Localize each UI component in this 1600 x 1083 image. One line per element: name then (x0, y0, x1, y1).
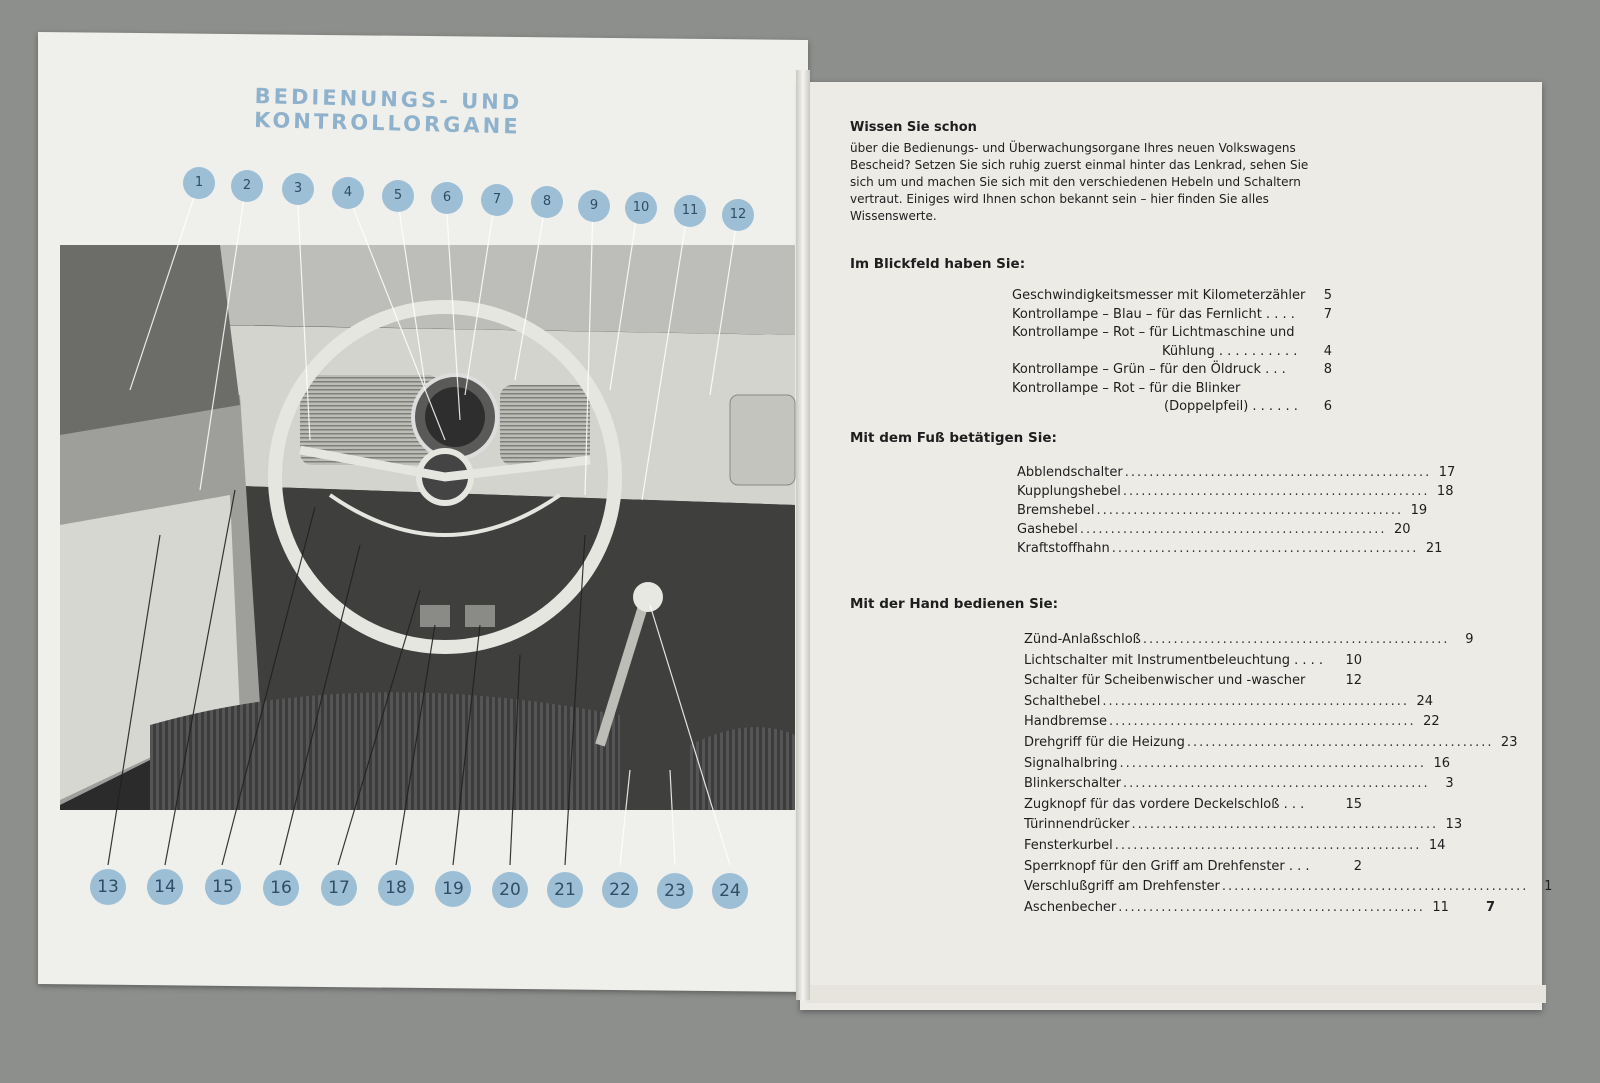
item-label: Drehgriff für die Heizung (1024, 734, 1185, 750)
callout-21: 21 (547, 872, 583, 908)
callout-23: 23 (657, 873, 693, 909)
intro-line: über die Bedienungs- und Überwachungsorgane Ihres neuen Volkswagens (850, 141, 1296, 155)
item-label: Aschenbecher (1024, 899, 1117, 915)
list-item (1024, 795, 1362, 816)
list-item (1024, 857, 1362, 878)
callout-1: 1 (183, 167, 215, 199)
list-item: Handbremse .................................................. 22 (1024, 712, 1362, 733)
item-label: Signalhalbring (1024, 755, 1118, 771)
item-number: 17 (1438, 465, 1456, 480)
item-label: Verschlußgriff am Drehfenster (1024, 879, 1220, 895)
item-number: 13 (1445, 817, 1463, 833)
list-item: Bremshebel .................................................. 19 (1017, 503, 1428, 518)
callout-9: 9 (578, 190, 610, 222)
list-item (1012, 398, 1332, 417)
item-number: 3 (1445, 776, 1454, 792)
list-item (1012, 306, 1332, 325)
item-label: Sperrknopf für den Griff am Drehfenster . . . (1024, 858, 1310, 874)
list-hand (1024, 630, 1553, 918)
section-heading-view: Im Blickfeld haben Sie: (850, 256, 1026, 272)
callout-10: 10 (625, 192, 657, 224)
list-item: Zünd-Anlaßschloß .................................................. 9 (1024, 630, 1362, 651)
book-spine (796, 70, 810, 1000)
item-label: Zünd-Anlaßschloß (1024, 632, 1141, 647)
item-number: 8 (1323, 362, 1332, 377)
callout-11: 11 (674, 195, 706, 227)
item-number: 6 (1323, 399, 1332, 414)
list-item (1012, 324, 1332, 343)
intro-line: sich um und machen Sie sich mit den verschiedenen Hebeln und Schaltern (850, 175, 1301, 189)
item-label: Kontrollampe – Rot – für Lichtmaschine und (1012, 325, 1295, 340)
list-item: Gashebel .................................................. 20 (1017, 522, 1411, 537)
callout-17: 17 (321, 870, 357, 906)
list-item (1012, 287, 1332, 306)
list-item: Kupplungshebel .................................................. 18 (1017, 484, 1454, 499)
item-number: 4 (1323, 343, 1332, 359)
intro-line: Wissenswerte. (850, 209, 937, 223)
page-number: 7 (1486, 900, 1496, 915)
list-item: Türinnendrücker .................................................. 13 (1024, 815, 1362, 836)
item-label: Lichtschalter mit Instrumentbeleuchtung . . . . (1024, 652, 1324, 668)
item-label: Abblendschalter (1017, 465, 1123, 480)
item-number (1310, 380, 1332, 399)
list-item (1012, 343, 1332, 362)
callout-7: 7 (481, 184, 513, 216)
callout-2: 2 (231, 170, 263, 202)
callout-12: 12 (722, 199, 754, 231)
intro-heading: Wissen Sie schon (850, 120, 977, 135)
callout-6: 6 (431, 182, 463, 214)
item-label: Zugknopf für das vordere Deckelschloß . . . (1024, 796, 1305, 812)
item-number: 20 (1394, 522, 1411, 537)
callout-3: 3 (282, 173, 314, 205)
item-number: 12 (1345, 673, 1362, 689)
item-label: Kontrollampe – Blau – für das Fernlicht . . . . (1012, 306, 1295, 322)
list-view (1012, 287, 1332, 417)
callout-19: 19 (435, 871, 471, 907)
list-item: Fensterkurbel .................................................. 14 (1024, 836, 1362, 857)
item-label: Schalthebel (1024, 693, 1101, 709)
item-label: Türinnendrücker (1024, 817, 1130, 833)
callout-15: 15 (205, 869, 241, 905)
item-number: 21 (1425, 541, 1443, 556)
list-item (1024, 651, 1362, 672)
item-number (1310, 324, 1332, 343)
item-number: 18 (1436, 484, 1454, 499)
item-label: Geschwindigkeitsmesser mit Kilometerzähler (1012, 288, 1306, 303)
item-label: (Doppelpfeil) . . . . . . (1164, 399, 1298, 414)
callout-22: 22 (602, 872, 638, 908)
intro-line: Bescheid? Setzen Sie sich ruhig zuerst einmal hinter das Lenkrad, sehen Sie (850, 158, 1309, 172)
callout-20: 20 (492, 872, 528, 908)
item-label: Blinkerschalter (1024, 776, 1121, 792)
item-label: Kontrollampe – Rot – für die Blinker (1012, 380, 1241, 396)
item-number: 19 (1410, 503, 1428, 518)
intro-line: vertraut. Einiges wird Ihnen schon bekannt sein – hier finden Sie alles (850, 192, 1269, 206)
list-item: Schalthebel .................................................. 24 (1024, 692, 1362, 713)
item-number: 7 (1323, 306, 1332, 322)
item-label: Fensterkurbel (1024, 837, 1113, 853)
item-number: 22 (1423, 714, 1440, 730)
item-number: 2 (1353, 858, 1362, 874)
list-item: Kraftstoffhahn .................................................. 21 (1017, 541, 1443, 556)
item-number: 24 (1416, 693, 1434, 709)
list-item: Verschlußgriff am Drehfenster .................................................. 1 (1024, 877, 1362, 898)
item-number: 16 (1433, 755, 1451, 771)
list-item: Aschenbecher .................................................. 11 (1024, 898, 1362, 919)
section-heading-foot: Mit dem Fuß betätigen Sie: (850, 430, 1057, 446)
item-number: 23 (1500, 734, 1518, 750)
callout-5: 5 (382, 180, 414, 212)
item-number: 15 (1345, 796, 1362, 812)
item-label: Gashebel (1017, 522, 1078, 537)
item-number: 9 (1465, 632, 1474, 647)
list-item (1024, 671, 1362, 692)
item-number: 5 (1323, 288, 1332, 303)
item-number: 14 (1428, 837, 1446, 853)
item-number: 1 (1544, 879, 1553, 895)
item-label: Handbremse (1024, 714, 1107, 730)
callout-18: 18 (378, 870, 414, 906)
intro-paragraph (850, 140, 1320, 225)
left-page-title: BEDIENUNGS- UND KONTROLLORGANE (253, 84, 523, 139)
item-label: Schalter für Scheibenwischer und -wascher (1024, 673, 1306, 689)
callout-4: 4 (332, 177, 364, 209)
list-item: Drehgriff für die Heizung .................................................. 23 (1024, 733, 1362, 754)
item-label: Kupplungshebel (1017, 484, 1121, 499)
item-label: Kontrollampe – Grün – für den Öldruck . . . (1012, 362, 1286, 377)
item-label: Kühlung . . . . . . . . . . (1162, 343, 1298, 359)
list-item: Blinkerschalter .................................................. 3 (1024, 774, 1362, 795)
list-item: Abblendschalter .................................................. 17 (1017, 465, 1456, 480)
item-number: 10 (1345, 652, 1362, 668)
item-label: Kraftstoffhahn (1017, 541, 1110, 556)
callout-14: 14 (147, 869, 183, 905)
page-edge (806, 985, 1546, 1003)
section-heading-hand: Mit der Hand bedienen Sie: (850, 596, 1059, 612)
item-number: 11 (1432, 899, 1449, 915)
callout-24: 24 (712, 873, 748, 909)
item-label: Bremshebel (1017, 503, 1095, 518)
list-item (1012, 380, 1332, 399)
callout-13: 13 (90, 869, 126, 905)
list-item: Signalhalbring .................................................. 16 (1024, 754, 1362, 775)
list-foot (1017, 463, 1456, 558)
dashboard-photo (60, 245, 795, 810)
callout-8: 8 (531, 186, 563, 218)
callout-16: 16 (263, 870, 299, 906)
list-item (1012, 361, 1332, 380)
